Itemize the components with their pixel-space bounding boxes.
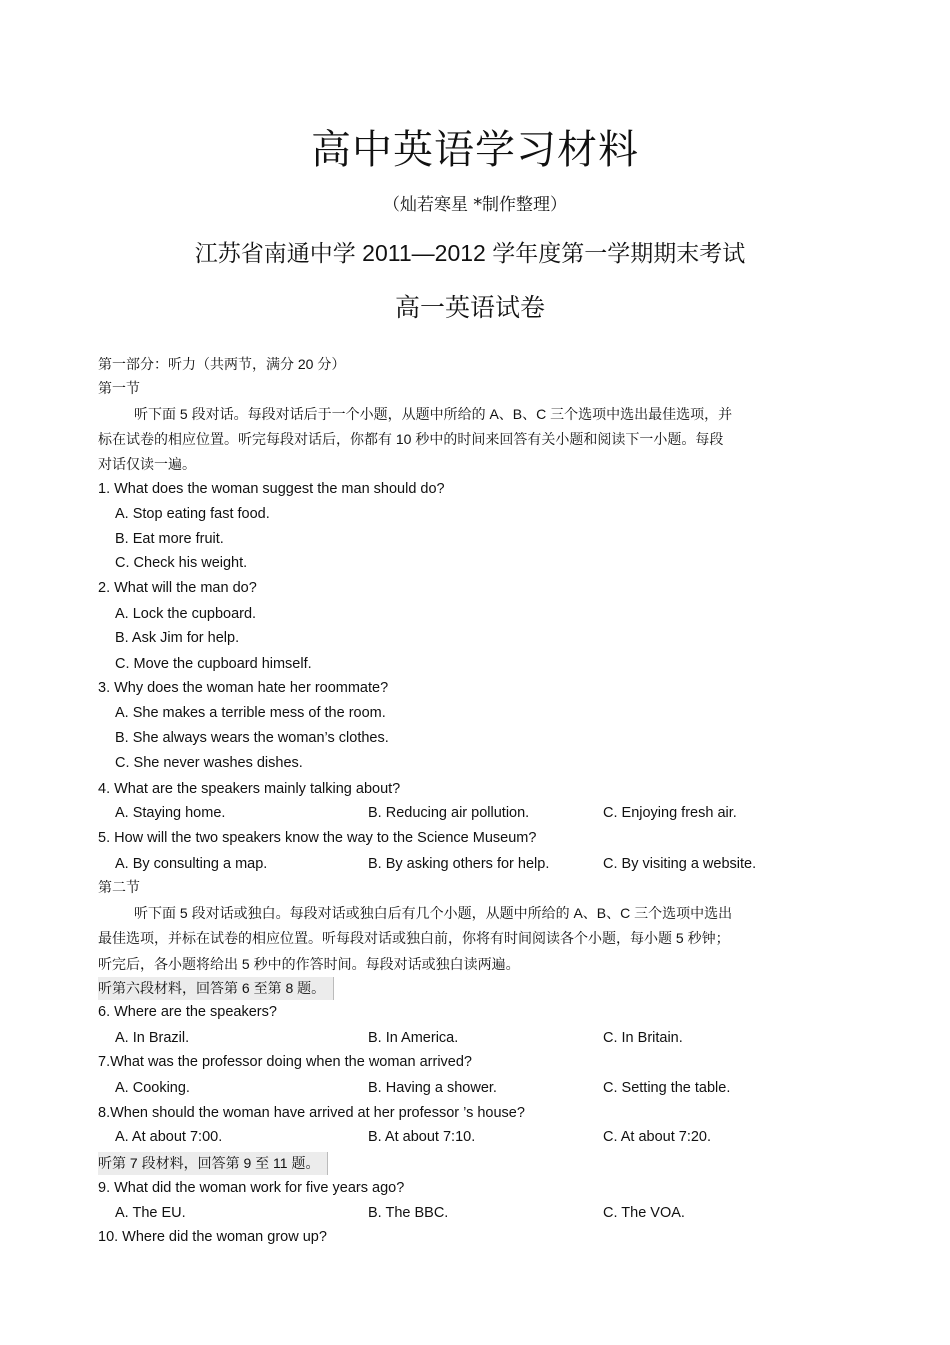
question-2-stem: 2. What will the man do? xyxy=(98,580,257,596)
question-6-option-a: A. In Brazil. xyxy=(115,1030,190,1046)
question-4-option-c: C. Enjoying fresh air. xyxy=(603,805,737,821)
listening-group-7-heading: 听第 7 段材料，回答第 9 至 11 题。 xyxy=(98,1152,328,1175)
section1-label: 第一节 xyxy=(98,380,140,396)
section1-instructions-line-3: 对话仅读一遍。 xyxy=(98,456,196,472)
question-4-stem: 4. What are the speakers mainly talking about? xyxy=(98,781,401,797)
question-8-option-c: C. At about 7:20. xyxy=(603,1129,712,1145)
question-3-stem: 3. Why does the woman hate her roommate? xyxy=(98,680,389,696)
question-4-option-b: B. Reducing air pollution. xyxy=(368,805,530,821)
question-9-option-b: B. The BBC. xyxy=(368,1205,449,1221)
section2-instructions-line-1: 听下面 5 段对话或独白。每段对话或独白后有几个小题，从题中所给的 A、B、C 三个选项中选出 xyxy=(134,905,733,921)
question-7-stem: 7.What was the professor doing when the woman arrived? xyxy=(98,1054,472,1070)
question-4-option-a: A. Staying home. xyxy=(115,805,226,821)
question-3-option-b: B. She always wears the woman’s clothes. xyxy=(115,730,389,746)
document-title: 高中英语学习材料 xyxy=(311,127,639,173)
question-2-option-c: C. Move the cupboard himself. xyxy=(115,656,312,672)
question-9-option-a: A. The EU. xyxy=(115,1205,186,1221)
question-1-option-c: C. Check his weight. xyxy=(115,555,248,571)
question-10-stem: 10. Where did the woman grow up? xyxy=(98,1229,327,1245)
question-8-stem: 8.When should the woman have arrived at her professor ’s house? xyxy=(98,1105,525,1121)
question-1-option-b: B. Eat more fruit. xyxy=(115,531,224,547)
question-8-option-b: B. At about 7:10. xyxy=(368,1129,476,1145)
question-9-option-c: C. The VOA. xyxy=(603,1205,685,1221)
question-5-option-c: C. By visiting a website. xyxy=(603,856,757,872)
question-1-stem: 1. What does the woman suggest the man should do? xyxy=(98,481,445,497)
section2-instructions-line-2: 最佳选项，并标在试卷的相应位置。听每段对话或独白前，你将有时间阅读各个小题，每小题 5 秒钟； xyxy=(98,930,730,946)
listening-group-6-heading: 听第六段材料，回答第 6 至第 8 题。 xyxy=(98,977,334,1000)
school-exam-line: 江苏省南通中学 2011—2012 学年度第一学期期末考试 xyxy=(194,240,746,266)
question-8-option-a: A. At about 7:00. xyxy=(115,1129,223,1145)
question-1-option-a: A. Stop eating fast food. xyxy=(115,506,270,522)
question-7-option-c: C. Setting the table. xyxy=(603,1080,731,1096)
section2-instructions-line-3: 听完后，各小题将给出 5 秒中的作答时间。每段对话或独白读两遍。 xyxy=(98,956,520,972)
section1-instructions-line-1: 听下面 5 段对话。每段对话后于一个小题，从题中所给的 A、B、C 三个选项中选出最佳选项，并 xyxy=(134,406,733,422)
document-subtitle: （灿若寒星 *制作整理） xyxy=(383,195,567,215)
part1-heading: 第一部分：听力（共两节，满分 20 分） xyxy=(98,356,346,372)
section1-instructions-line-2: 标在试卷的相应位置。听完每段对话后，你都有 10 秒中的时间来回答有关小题和阅读下一小题。每段 xyxy=(98,431,724,447)
question-5-option-b: B. By asking others for help. xyxy=(368,856,550,872)
question-2-option-b: B. Ask Jim for help. xyxy=(115,630,240,646)
question-5-option-a: A. By consulting a map. xyxy=(115,856,268,872)
question-5-stem: 5. How will the two speakers know the way to the Science Museum? xyxy=(98,830,537,846)
exam-title: 高一英语试卷 xyxy=(394,293,545,322)
question-3-option-c: C. She never washes dishes. xyxy=(115,755,303,771)
question-6-stem: 6. Where are the speakers? xyxy=(98,1004,277,1020)
question-9-stem: 9. What did the woman work for five years ago? xyxy=(98,1180,405,1196)
question-7-option-b: B. Having a shower. xyxy=(368,1080,497,1096)
question-3-option-a: A. She makes a terrible mess of the room. xyxy=(115,705,386,721)
question-2-option-a: A. Lock the cupboard. xyxy=(115,606,257,622)
question-6-option-b: B. In America. xyxy=(368,1030,459,1046)
section2-label: 第二节 xyxy=(98,879,140,895)
question-7-option-a: A. Cooking. xyxy=(115,1080,190,1096)
question-6-option-c: C. In Britain. xyxy=(603,1030,683,1046)
